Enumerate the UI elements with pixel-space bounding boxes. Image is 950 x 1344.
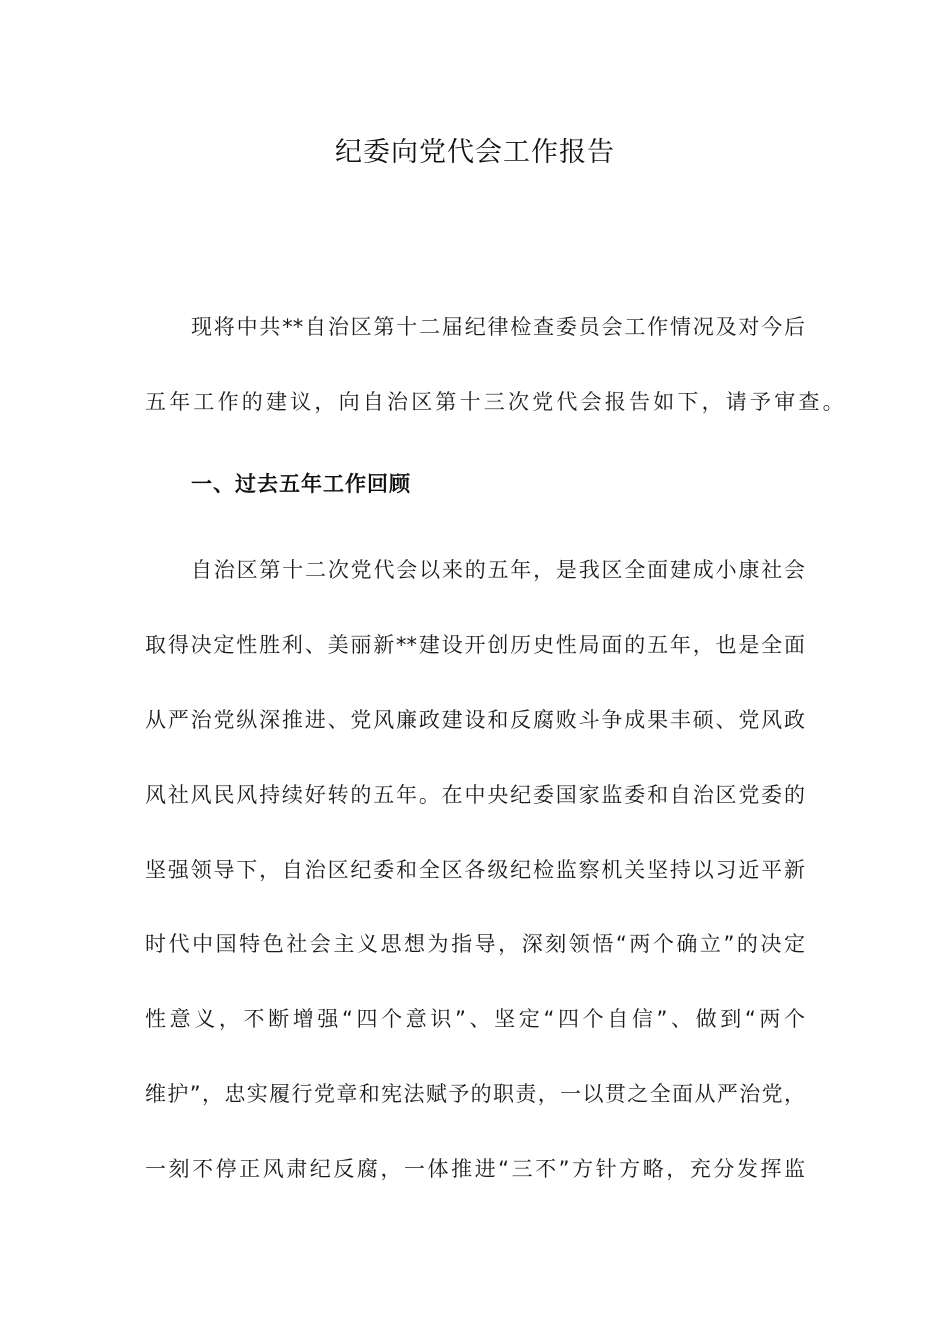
paragraph-line-4: 风社风民风持续好转的五年。在中央纪委国家监委和自治区党委的 bbox=[145, 783, 805, 807]
paragraph-line-8: 维护”，忠实履行党章和宪法赋予的职责，一以贯之全面从严治党， bbox=[145, 1082, 805, 1106]
intro-line-1: 现将中共**自治区第十二届纪律检查委员会工作情况及对今后 bbox=[191, 315, 805, 339]
paragraph-line-7: 性意义，不断增强“四个意识”、坚定“四个自信”、做到“两个 bbox=[145, 1007, 805, 1031]
paragraph-line-6: 时代中国特色社会主义思想为指导，深刻领悟“两个确立”的决定 bbox=[145, 932, 805, 956]
document-title: 纪委向党代会工作报告 bbox=[335, 137, 615, 168]
paragraph-line-9: 一刻不停正风肃纪反腐，一体推进“三不”方针方略，充分发挥监 bbox=[145, 1157, 805, 1181]
paragraph-line-2: 取得决定性胜利、美丽新**建设开创历史性局面的五年，也是全面 bbox=[145, 633, 805, 657]
intro-line-2: 五年工作的建议，向自治区第十三次党代会报告如下，请予审查。 bbox=[145, 390, 847, 414]
paragraph-line-3: 从严治党纵深推进、党风廉政建设和反腐败斗争成果丰硕、党风政 bbox=[145, 708, 805, 732]
paragraph-line-1: 自治区第十二次党代会以来的五年，是我区全面建成小康社会 bbox=[191, 558, 805, 582]
section-heading: 一、过去五年工作回顾 bbox=[191, 472, 411, 496]
paragraph-line-5: 坚强领导下，自治区纪委和全区各级纪检监察机关坚持以习近平新 bbox=[145, 858, 805, 882]
